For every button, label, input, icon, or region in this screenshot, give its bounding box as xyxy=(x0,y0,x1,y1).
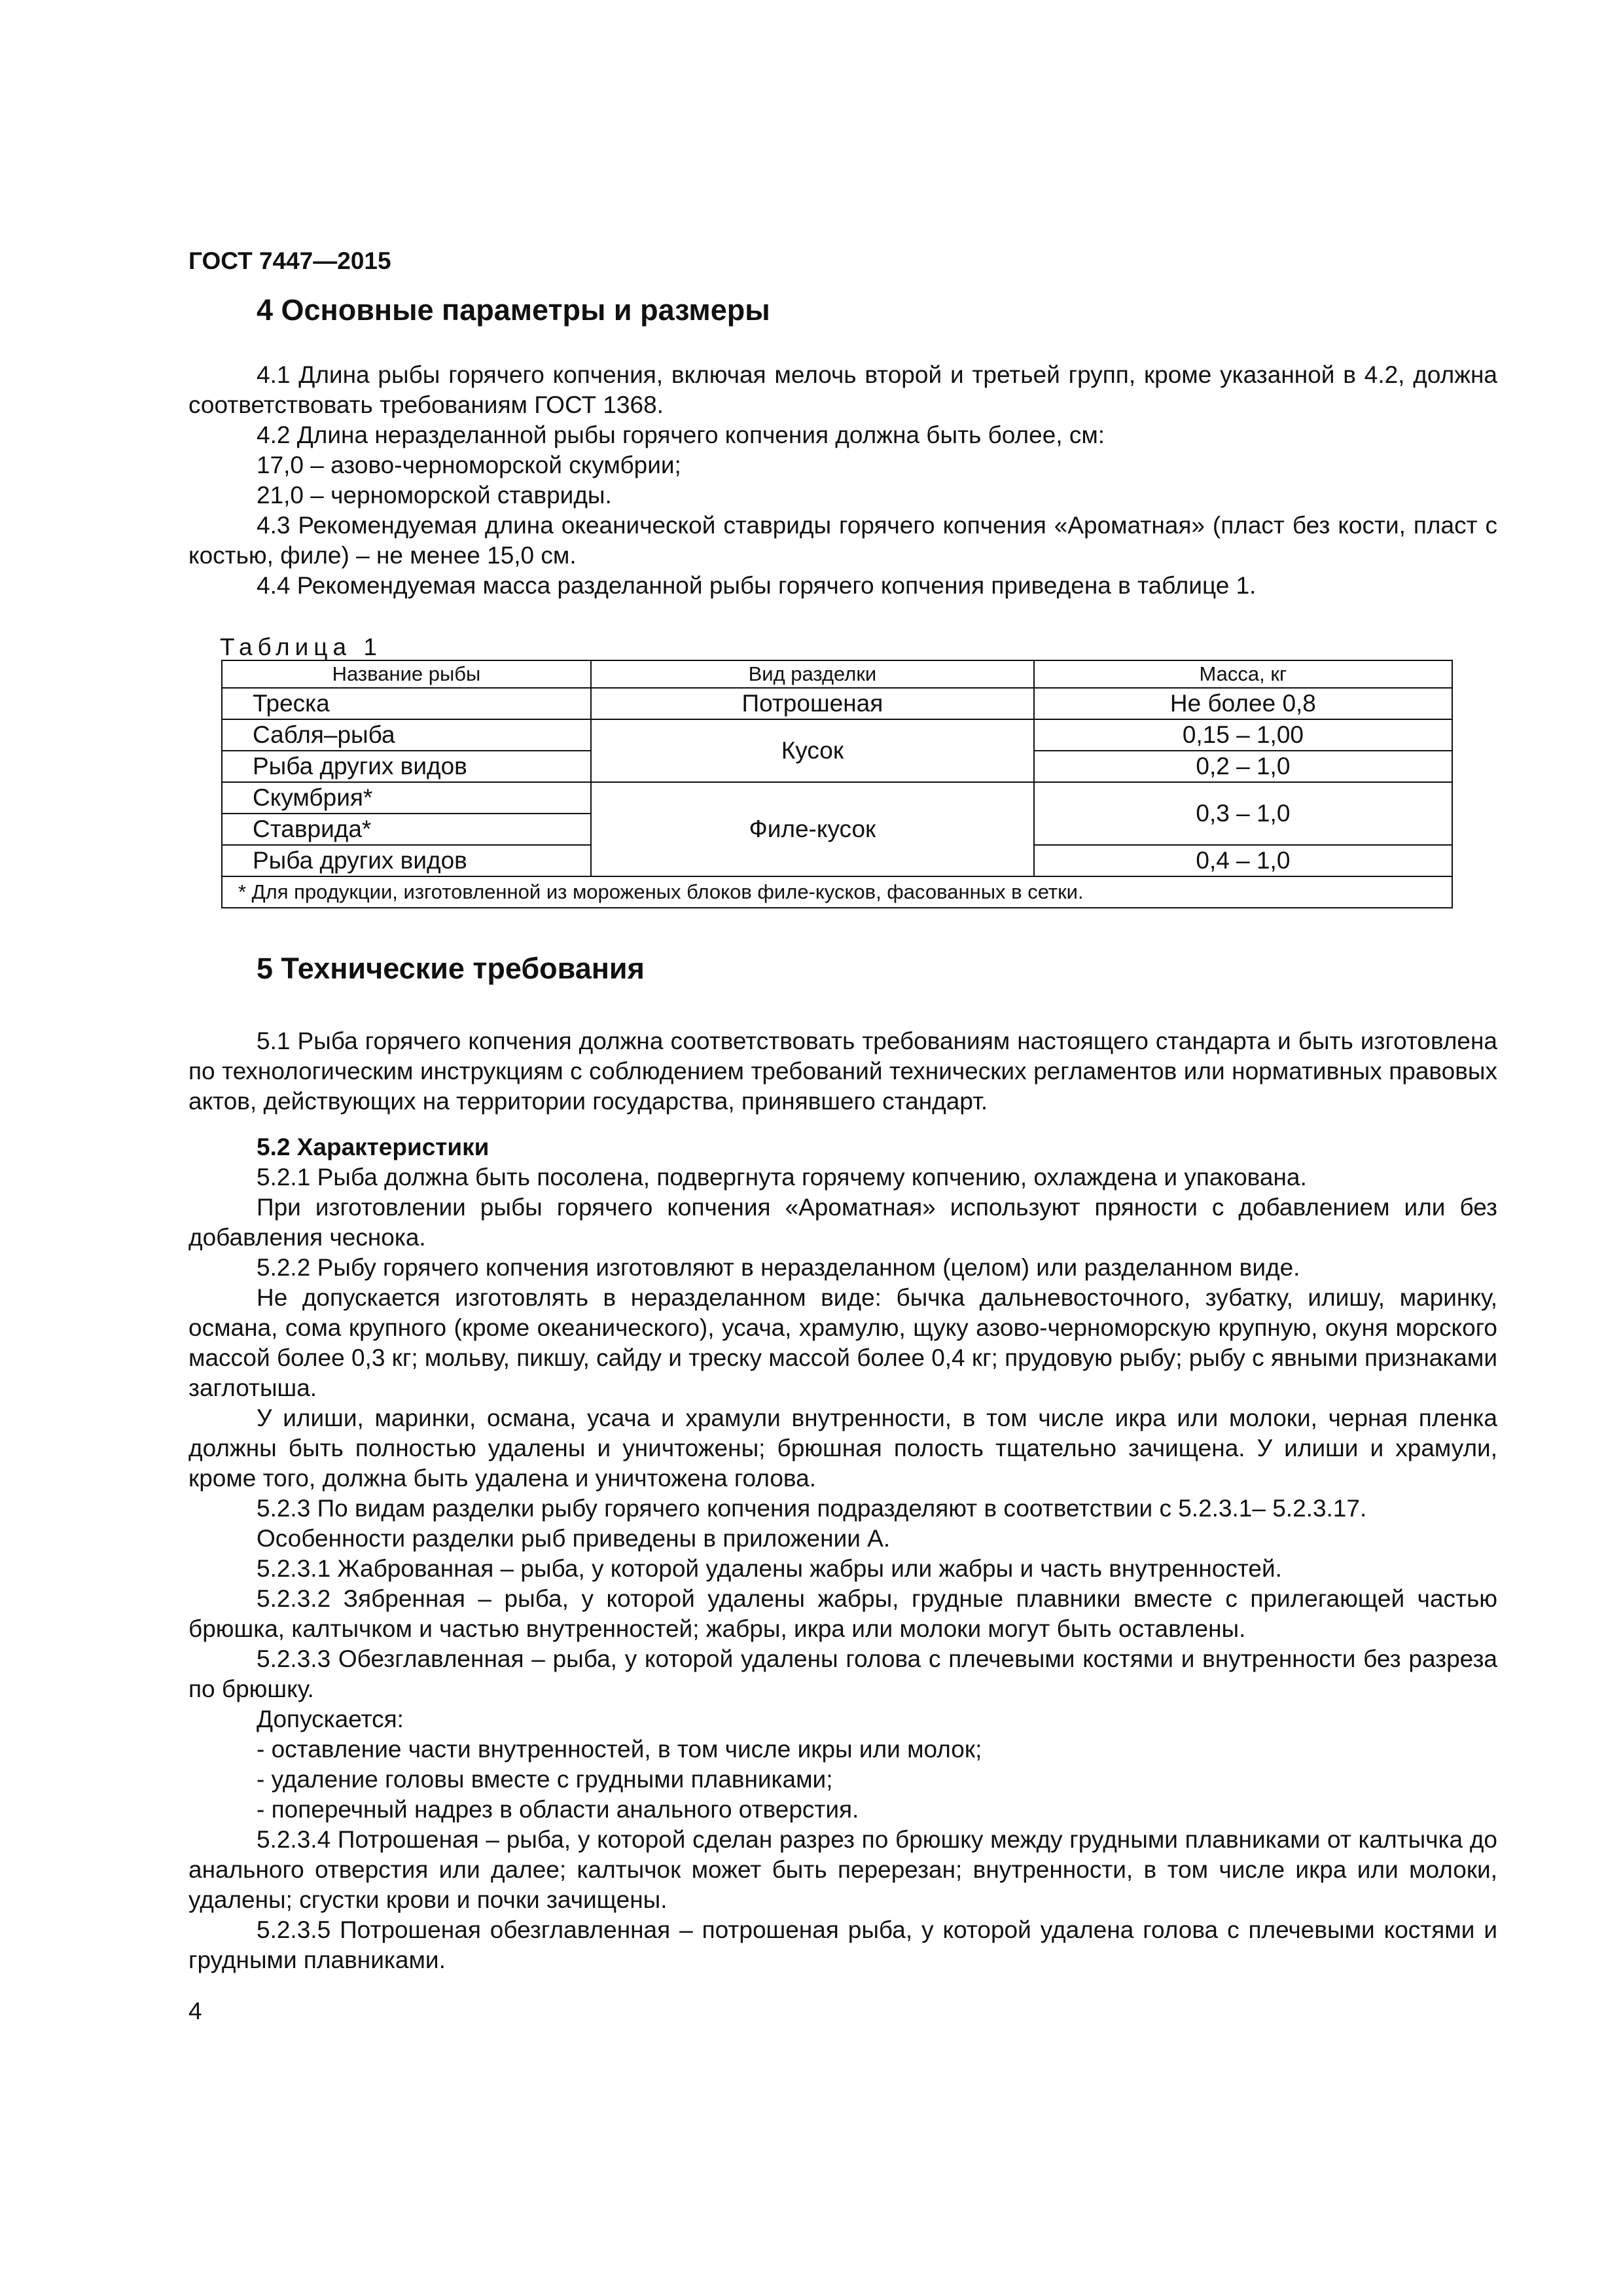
paragraph: 4.4 Рекомендуемая масса разделанной рыбы горячего копчения приведена в таблице 1. xyxy=(257,572,1257,599)
paragraph: Допускается: xyxy=(257,1706,404,1732)
paragraph: 5.2.1 Рыба должна быть посолена, подвергнута горячему копчению, охлаждена и упакована. xyxy=(257,1164,1307,1191)
mass-cell: 0,4 – 1,0 xyxy=(1034,845,1452,876)
list-item: - удаление головы вместе с грудными плавниками; xyxy=(257,1766,833,1793)
paragraph: 4.2 Длина неразделанной рыбы горячего копчения должна быть более, см: xyxy=(257,422,1105,448)
paragraph: Не допускается изготовлять в неразделанном виде: бычка дальневосточного, зубатку, илишу, маринку, османа, сома крупного (кроме океанического), усача, храмулю, щуку азово-черноморскую крупную, окуня морского массой более 0,3 кг; мольву, пикшу, сайду и треску массой более 0,4 кг; прудовую рыбу; рыбу с явными признаками заглотыша. xyxy=(188,1284,1497,1401)
table-row xyxy=(222,782,1452,814)
paragraph: 4.1 Длина рыбы горячего копчения, включая мелочь второй и третьей групп, кроме указанной в 4.2, должна соответствовать требованиям ГОСТ 1368. xyxy=(188,361,1497,418)
table-row xyxy=(222,688,1452,719)
section-5-body xyxy=(188,1132,1497,1975)
paragraph: При изготовлении рыбы горячего копчения «Ароматная» используют пряности с добавлением или без добавления чеснока. xyxy=(188,1194,1497,1251)
section-4-title: 4 Основные параметры и размеры xyxy=(257,293,770,327)
page-number: 4 xyxy=(188,1998,202,2024)
column-header: Название рыбы xyxy=(222,660,591,688)
section-5-title: 5 Технические требования xyxy=(257,952,645,985)
table-footnote: * Для продукции, изготовленной из мороженых блоков филе-кусков, фасованных в сетки. xyxy=(222,876,1452,908)
paragraph: 5.2.3 По видам разделки рыбу горячего копчения подразделяют в соответствии с 5.2.3.1– 5.2.3.17. xyxy=(257,1495,1367,1522)
cut-type-cell: Потрошеная xyxy=(591,688,1034,719)
document-header: ГОСТ 7447—2015 xyxy=(188,247,391,274)
paragraph: 5.1 Рыба горячего копчения должна соответствовать требованиям настоящего стандарта и быть изготовлена по технологическим инструкциям с соблюдением требований технических регламентов или нормативных правовых актов, действующих на территории государства, принявшего стандарт. xyxy=(188,1028,1497,1115)
fish-name-cell: Ставрида* xyxy=(222,814,591,845)
fish-name-cell: Рыба других видов xyxy=(222,845,591,876)
paragraph: 17,0 – азово-черноморской скумбрии; xyxy=(257,452,681,478)
column-header: Вид разделки xyxy=(591,660,1034,688)
paragraph: Особенности разделки рыб приведены в приложении А. xyxy=(257,1525,891,1552)
section-4-body xyxy=(188,360,1497,601)
table-row xyxy=(222,719,1452,751)
cut-type-cell: Филе-кусок xyxy=(591,782,1034,876)
mass-cell: 0,3 – 1,0 xyxy=(1034,782,1452,845)
subsection-title: 5.2 Характеристики xyxy=(257,1134,490,1160)
paragraph: 5.2.3.1 Жаброванная – рыба, у которой удалены жабры или жабры и часть внутренностей. xyxy=(257,1555,1282,1582)
paragraph: 5.2.2 Рыбу горячего копчения изготовляют в неразделанном (целом) или разделанном виде. xyxy=(257,1254,1300,1281)
table-caption: Таблица 1 xyxy=(220,634,382,660)
paragraph: У илиши, маринки, османа, усача и храмули внутренности, в том числе икра или молоки, черная пленка должны быть полностью удалены и уничтожены; брюшная полость тщательно зачищена. У илиши и храмули, кроме того, должна быть удалена и уничтожена голова. xyxy=(188,1405,1497,1492)
column-header: Масса, кг xyxy=(1034,660,1452,688)
fish-name-cell: Треска xyxy=(222,688,591,719)
paragraph: 5.2.3.5 Потрошеная обезглавленная – потрошеная рыба, у которой удалена голова с плечевыми костями и грудными плавниками. xyxy=(188,1916,1497,1973)
section-5-intro xyxy=(188,1026,1497,1117)
mass-cell: Не более 0,8 xyxy=(1034,688,1452,719)
paragraph: 5.2.3.2 Зябренная – рыба, у которой удалены жабры, грудные плавники вместе с прилегающей частью брюшка, калтычком и частью внутренностей; жабры, икра или молоки могут быть оставлены. xyxy=(188,1585,1497,1642)
table-footnote-row xyxy=(222,876,1452,908)
mass-cell: 0,2 – 1,0 xyxy=(1034,751,1452,782)
paragraph: 4.3 Рекомендуемая длина океанической ставриды горячего копчения «Ароматная» (пласт без кости, пласт с костью, филе) – не менее 15,0 см. xyxy=(188,512,1497,569)
fish-name-cell: Рыба других видов xyxy=(222,751,591,782)
paragraph: 5.2.3.4 Потрошеная – рыба, у которой сделан разрез по брюшку между грудными плавниками от калтычка до анального отверстия или далее; калтычок может быть перерезан; внутренности, в том числе икра или молоки, удалены; сгустки крови и почки зачищены. xyxy=(188,1826,1497,1913)
list-item: - поперечный надрез в области анального отверстия. xyxy=(257,1796,859,1823)
table-header-row xyxy=(222,660,1452,688)
fish-mass-table xyxy=(221,660,1453,908)
paragraph: 21,0 – черноморской ставриды. xyxy=(257,482,612,509)
fish-name-cell: Скумбрия* xyxy=(222,782,591,814)
mass-cell: 0,15 – 1,00 xyxy=(1034,719,1452,751)
cut-type-cell: Кусок xyxy=(591,719,1034,782)
fish-name-cell: Сабля–рыба xyxy=(222,719,591,751)
list-item: - оставление части внутренностей, в том числе икры или молок; xyxy=(257,1736,982,1763)
paragraph: 5.2.3.3 Обезглавленная – рыба, у которой удалены голова с плечевыми костями и внутренности без разреза по брюшку. xyxy=(188,1645,1497,1702)
